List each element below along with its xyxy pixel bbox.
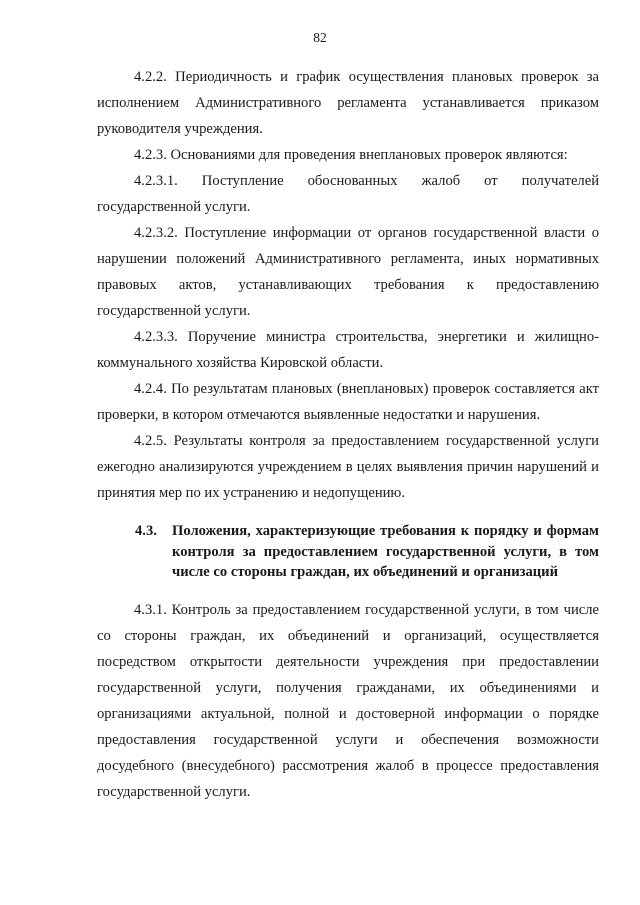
page-number: 82 bbox=[313, 30, 327, 45]
paragraph-4-2-3-3: 4.2.3.3. Поручение министра строительства, энергетики и жилищно-коммунального хозяйства Кировской области. bbox=[97, 329, 599, 371]
paragraph-4-2-3-2: 4.2.3.2. Поступление информации от органов государственной власти о нарушении положений Административного регламента, иных нормативных правовых актов, устанавливающих требования к предоставлению государственной услуги. bbox=[97, 225, 599, 319]
paragraph-4-2-3: 4.2.3. Основаниями для проведения внеплановых проверок являются: bbox=[134, 147, 568, 163]
section-heading-number: 4.3. bbox=[135, 523, 157, 539]
paragraph-4-2-2: 4.2.2. Периодичность и график осуществления плановых проверок за исполнением Административного регламента устанавливается приказом руководителя учреждения. bbox=[97, 69, 599, 137]
paragraph-4-2-3-1: 4.2.3.1. Поступление обоснованных жалоб от получателей государственной услуги. bbox=[97, 173, 599, 215]
document-body bbox=[97, 64, 599, 805]
paragraph-4-2-4: 4.2.4. По результатам плановых (внеплановых) проверок составляется акт проверки, в котором отмечаются выявленные недостатки и нарушения. bbox=[97, 381, 599, 423]
section-heading-4-3 bbox=[97, 521, 599, 583]
paragraph-4-3-1: 4.3.1. Контроль за предоставлением государственной услуги, в том числе со стороны граждан, их объединений и организаций, осуществляется посредством открытости деятельности учреждения при предоставлении государственной услуги, получения гражданами, их объединениями и организациями актуальной, полной и достоверной информации о порядке предоставления государственной услуги и обеспечения возможности досудебного (внесудебного) рассмотрения жалоб в процессе предоставления государственной услуги. bbox=[97, 601, 599, 800]
paragraph-4-2-5: 4.2.5. Результаты контроля за предоставлением государственной услуги ежегодно анализируются учреждением в целях выявления причин нарушений и принятия мер по их устранению и недопущению. bbox=[97, 433, 599, 501]
section-heading-text: Положения, характеризующие требования к порядку и формам контроля за предоставлением государственной услуги, в том числе со стороны граждан, их объединений и организаций bbox=[172, 523, 599, 580]
